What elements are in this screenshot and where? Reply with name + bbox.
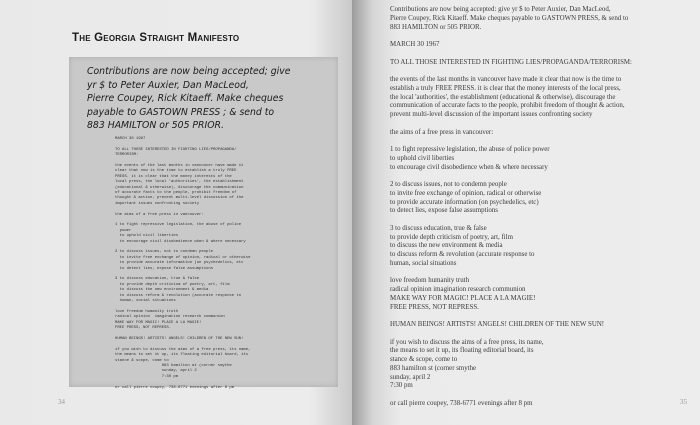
typewritten-line: the aims of a free press in vancouver:: [115, 212, 204, 217]
typewritten-line: the events of the last months in vancouver have made it: [115, 164, 244, 168]
text-line: radical opinion imagination research communion: [390, 286, 526, 293]
typewritten-line: TERRORISM:: [115, 153, 139, 158]
typewritten-line: 1 to fight repressive legislation, the abuse of police: [115, 223, 242, 228]
typewritten-line: MAKE WAY FOR MAGIC! PLACE A LA MAGIE!: [115, 320, 202, 325]
text-line: the aims of a free press in vancouver:: [390, 128, 494, 136]
text-line: establish a truly FREE PRESS. it is clear that the money interests of the local press,: [390, 84, 621, 92]
text-line: MAKE WAY FOR MAGIC! PLACE A LA MAGIE!: [390, 294, 536, 302]
page-number-left: 34: [58, 398, 65, 406]
text-line: [390, 312, 690, 321]
handwriting-line: Pierre Coupey, Rick Kitaeff. Make cheques: [87, 93, 284, 105]
text-line: the means to set it up, its floating editorial board, its: [390, 347, 534, 355]
text-line: MARCH 30 1967: [390, 41, 440, 48]
text-line: 883 hamilton st (corner smythe: [390, 364, 477, 372]
text-line: communication of accurate facts to the people, prohibit freedom of thought & action,: [390, 102, 625, 110]
typewritten-line: love freedom humanity truth: [115, 309, 179, 314]
typewritten-line: 7:30 pm: [115, 374, 179, 379]
typewritten-line: stance & scope, come to: [115, 358, 169, 363]
typewritten-line: to uphold civil liberties: [115, 234, 179, 239]
typewritten-line: to provide accurate information (on psychedelics, etc: [115, 261, 244, 266]
typewritten-line: if you wish to discuss the aims of a free press, its name,: [115, 347, 251, 352]
typewritten-line: to detect lies, expose false assumptions: [115, 266, 214, 271]
text-line: [390, 216, 690, 225]
handwriting-line: yr $ to Peter Auxier, Dan MacLeod,: [87, 79, 249, 91]
typewritten-line: 2 to discuss issues, not to condemn people: [115, 250, 214, 255]
typewritten-line: radical opinion imagination research communion: [115, 315, 225, 320]
typewritten-line: MARCH 30 1967: [115, 137, 146, 141]
text-line: [390, 50, 690, 59]
typewritten-line: sunday, april 2: [115, 369, 197, 374]
typewritten-line: to invite free exchange of opinion, radical or otherwise: [115, 255, 251, 260]
text-line: 3 to discuss education, true & false: [390, 224, 487, 232]
text-line: to provide accurate information (on psychedelics, etc): [390, 198, 539, 206]
text-line: to invite free exchange of opinion, radical or otherwise: [390, 189, 542, 197]
right-page: [352, 0, 700, 425]
typewritten-line: local press, the local 'authorities', the establishment: [115, 180, 244, 185]
text-line: 1 to fight repressive legislation, the abuse of police power: [390, 146, 550, 153]
text-line: the local 'authorities', the establishment (educational & otherwise), discourage the: [390, 93, 616, 101]
typewritten-line: FREE PRESS, NOT REPRESS.: [115, 326, 172, 331]
text-line: [390, 269, 690, 278]
text-line: stance & scope, come to: [390, 356, 458, 363]
text-line: to discuss the new environment & media: [390, 242, 503, 250]
text-line: TO ALL THOSE INTERESTED IN FIGHTING LIES/PROPAGANDA/TERRORISM:: [390, 58, 632, 66]
text-line: FREE PRESS, NOT REPRESS.: [390, 303, 479, 311]
text-line: or call pierre coupey, 738-6771 evenings after 8 pm: [390, 399, 533, 407]
text-line: love freedom humanity truth: [390, 277, 470, 285]
typewritten-text: [115, 137, 320, 391]
typewritten-line: of accurate facts to the people, prohibit freedom of: [115, 191, 237, 196]
text-line: [390, 120, 690, 129]
text-line: Pierre Coupey, Rick Kitaeff. Make cheques payable to GASTOWN PRESS, & send to: [390, 14, 629, 22]
typewritten-document-photo: [69, 57, 338, 390]
text-line: Contributions are now being accepted: give yr $ to Peter Auxier, Dan MacLeod,: [390, 6, 611, 13]
typewritten-line: HUMAN BEINGS! ARTISTS! ANGELS! CHILDREN OF THE NEW SUN!: [115, 336, 244, 341]
text-line: to encourage civil disobedience when & where necessary: [390, 163, 548, 171]
text-line: [390, 67, 690, 76]
handwriting-line: 883 HAMILTON or 505 PRIOR.: [87, 120, 224, 132]
typewritten-line: (educational & otherwise), discourage the communication: [115, 185, 244, 190]
text-line: [390, 32, 690, 41]
text-line: [390, 330, 690, 339]
typewritten-line: to discuss the new environment & media: [115, 288, 209, 293]
typewritten-line: power: [115, 228, 132, 233]
text-line: [390, 172, 690, 181]
transcribed-manifesto-text: [390, 6, 690, 409]
manifesto-heading: The Georgia Straight Manifesto: [72, 32, 240, 44]
text-line: to detect lies, expose false assumptions: [390, 207, 498, 215]
typewritten-line: 883 hamilton at (corner smythe: [115, 363, 232, 368]
typewritten-line: 3 to discuss education, true & false: [115, 277, 200, 282]
typewritten-line: TO ALL THOSE INTERESTED IN FIGHTING LIES/PROPAGANDA/: [115, 147, 237, 152]
handwriting-line: payable to GASTOWN PRESS ; & send to: [87, 106, 275, 118]
text-line: [390, 391, 690, 400]
text-line: the events of the last months in vancouver have made it clear that now is the time to: [390, 76, 622, 83]
text-line: human, social situations: [390, 259, 457, 267]
text-line: to provide depth criticism of poetry, art, film: [390, 233, 513, 241]
page-number-right: 35: [680, 398, 687, 406]
text-line: 2 to discuss issues, not to condemn people: [390, 181, 507, 188]
text-line: sunday, april 2: [390, 373, 431, 381]
typewritten-line: the means to set it up, its floating editorial board, its: [115, 353, 249, 358]
handwritten-note: [87, 65, 332, 133]
text-line: HUMAN BEINGS! ARTISTS! ANGELS! CHILDREN OF THE NEW SUN!: [390, 321, 605, 328]
typewritten-line: to discuss reform & revolution (accurate response to: [115, 293, 242, 298]
typewritten-line: to encourage civil disobedience when & where necessary: [115, 239, 246, 244]
typewritten-line: clear that now is the time to establish a truly FREE: [115, 169, 237, 174]
typewritten-line: to provide depth criticism of poetry, art, film: [115, 282, 230, 287]
text-line: 7:30 pm: [390, 382, 413, 390]
handwriting-line: Contributions are now being accepted; give: [87, 66, 291, 77]
typewritten-line: or call pierre coupey, 738-6771 evenings after 8 pm: [115, 385, 235, 390]
text-line: [390, 137, 690, 146]
typewritten-line: PRESS. it is clear that the money interests of the: [115, 174, 232, 179]
typewritten-line: thought & action, prevent multi-level discussion of the: [115, 196, 244, 201]
text-line: prevent multi-level discussion of the important issues confronting society: [390, 111, 593, 118]
text-line: if you wish to discuss the aims of a free press, its name,: [390, 338, 544, 346]
text-line: to uphold civil liberties: [390, 154, 455, 162]
typewritten-line: important issues confronting society: [115, 201, 200, 206]
text-line: to discuss reform & revolution (accurate response to: [390, 251, 535, 258]
typewritten-line: human, social situations: [115, 299, 176, 304]
text-line: 883 HAMILTON or 505 PRIOR.: [390, 23, 482, 31]
